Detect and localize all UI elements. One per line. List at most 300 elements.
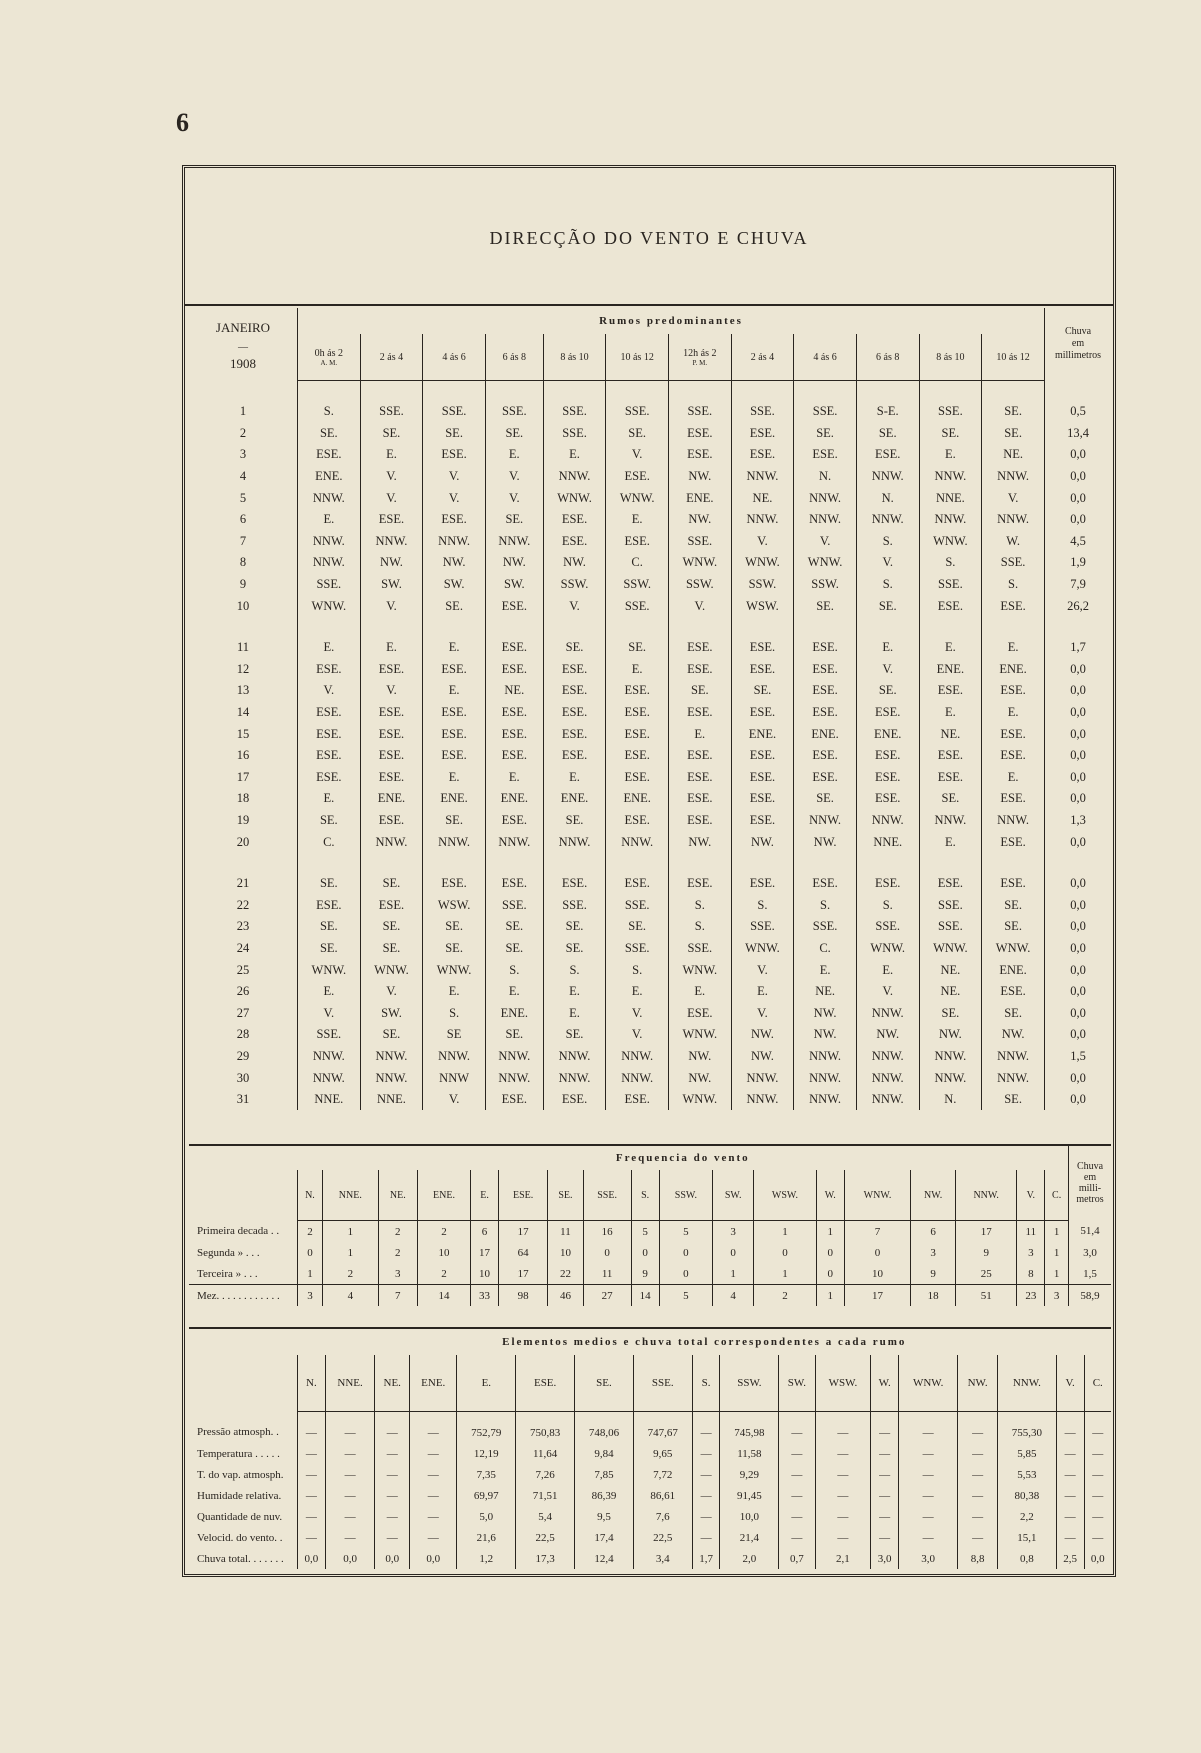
wind-cell: E.: [856, 637, 919, 659]
day-cell: 20: [236, 834, 250, 849]
direction-header: W.: [871, 1355, 899, 1412]
day-cell: 1: [239, 404, 247, 419]
wind-cell: ESE.: [856, 444, 919, 466]
element-cell: —: [871, 1412, 899, 1444]
wind-cell: NW.: [485, 552, 543, 574]
element-cell: 21,4: [720, 1527, 779, 1548]
element-cell: —: [298, 1506, 326, 1527]
frequency-cell: 1: [1045, 1242, 1069, 1263]
wind-cell: ESE.: [731, 767, 794, 789]
wind-cell: ENE.: [731, 723, 794, 745]
wind-cell: ESE.: [360, 745, 423, 767]
frequency-cell: 0: [816, 1242, 844, 1263]
element-cell: 9,84: [575, 1443, 634, 1464]
wind-cell: NNE.: [360, 1089, 423, 1111]
wind-cell: SSW.: [668, 574, 731, 596]
wind-cell: ESE.: [794, 637, 857, 659]
wind-cell: SE.: [606, 423, 669, 445]
wind-cell: NNW.: [298, 1067, 361, 1089]
table-row: [189, 938, 1111, 960]
wind-cell: ESE.: [731, 745, 794, 767]
wind-cell: SE.: [919, 1002, 982, 1024]
wind-cell: SE.: [423, 938, 486, 960]
wind-cell: E.: [668, 723, 731, 745]
wind-cell: ENE.: [606, 788, 669, 810]
element-cell: —: [779, 1464, 815, 1485]
wind-cell: NNW.: [794, 810, 857, 832]
day-cell: 31: [236, 1092, 250, 1107]
element-cell: 0,8: [997, 1548, 1056, 1569]
wind-cell: ESE.: [982, 831, 1045, 853]
direction-header: SE.: [548, 1170, 583, 1221]
wind-cell: ENE.: [298, 466, 361, 488]
wind-cell: ESE.: [982, 723, 1045, 745]
rain-header-line: em: [1071, 338, 1085, 350]
wind-cell: WNW.: [543, 487, 606, 509]
wind-direction-table: [189, 308, 1111, 1110]
interval-header: [668, 334, 731, 381]
element-cell: —: [958, 1443, 998, 1464]
page-number: 6: [176, 108, 189, 137]
wind-cell: E.: [668, 981, 731, 1003]
element-cell: 750,83: [516, 1412, 575, 1444]
interval-label: 8 ás 10: [936, 351, 965, 363]
frequency-cell: 17: [844, 1285, 911, 1307]
wind-cell: E.: [485, 767, 543, 789]
rain-cell: 3,0: [1069, 1242, 1112, 1263]
direction-header: NE.: [375, 1355, 410, 1412]
direction-header: NNE.: [325, 1355, 375, 1412]
element-cell: —: [815, 1506, 871, 1527]
spacer-row: [189, 381, 1111, 402]
element-cell: 80,38: [997, 1485, 1056, 1506]
rain-cell: 1,3: [1045, 810, 1112, 832]
wind-cell: NNE.: [919, 487, 982, 509]
interval-label: 0h ás 2: [314, 347, 343, 359]
wind-cell: ESE.: [543, 873, 606, 895]
wind-cell: ESE.: [794, 702, 857, 724]
frequency-cell: 7: [378, 1285, 417, 1307]
wind-cell: NNW.: [606, 1067, 669, 1089]
wind-cell: ESE.: [543, 531, 606, 553]
frequency-cell: 33: [471, 1285, 499, 1307]
element-cell: —: [298, 1412, 326, 1444]
wind-cell: SE.: [543, 810, 606, 832]
wind-cell: WSW.: [423, 894, 486, 916]
wind-cell: SE.: [982, 894, 1045, 916]
table-row: [189, 702, 1111, 724]
wind-cell: E.: [982, 767, 1045, 789]
direction-header: SW.: [779, 1355, 815, 1412]
rain-cell: 4,5: [1045, 531, 1112, 553]
wind-cell: SSE.: [856, 916, 919, 938]
table-row: [189, 959, 1111, 981]
day-cell: 30: [236, 1070, 250, 1085]
wind-cell: SW.: [485, 574, 543, 596]
wind-cell: ENE.: [856, 723, 919, 745]
frequency-cell: 1: [1045, 1263, 1069, 1285]
wind-cell: ESE.: [919, 595, 982, 617]
element-cell: —: [899, 1443, 958, 1464]
frequency-cell: 64: [498, 1242, 547, 1263]
element-cell: —: [899, 1412, 958, 1444]
wind-cell: ESE.: [856, 873, 919, 895]
element-cell: 21,6: [457, 1527, 516, 1548]
month-header: [189, 308, 298, 381]
interval-label: 6 ás 8: [502, 351, 526, 363]
rain-cell: 0,0: [1045, 938, 1112, 960]
wind-cell: ESE.: [360, 723, 423, 745]
direction-header: ENE.: [417, 1170, 470, 1221]
table-row: [189, 1412, 1111, 1444]
element-cell: —: [815, 1443, 871, 1464]
day-cell: 24: [236, 940, 250, 955]
element-cell: —: [325, 1485, 375, 1506]
row-label: T. do vap. atmosph.: [197, 1468, 284, 1481]
element-cell: 748,06: [575, 1412, 634, 1444]
day-cell: 29: [236, 1048, 250, 1063]
wind-cell: V.: [731, 531, 794, 553]
day-cell: 7: [239, 533, 247, 548]
wind-cell: NE.: [919, 981, 982, 1003]
wind-cell: WNW.: [919, 531, 982, 553]
wind-cell: ESE.: [919, 680, 982, 702]
element-cell: —: [410, 1412, 457, 1444]
wind-cell: ESE.: [606, 1089, 669, 1111]
wind-cell: ENE.: [360, 788, 423, 810]
table-row: [189, 680, 1111, 702]
direction-header: NW.: [911, 1170, 956, 1221]
wind-cell: NNW.: [794, 509, 857, 531]
row-label: Terceira » . . .: [197, 1267, 258, 1280]
wind-cell: SSE.: [668, 531, 731, 553]
wind-cell: SSW.: [731, 574, 794, 596]
table-row: [189, 574, 1111, 596]
wind-cell: ESE.: [360, 702, 423, 724]
element-cell: 3,0: [899, 1548, 958, 1569]
direction-header: SW.: [713, 1170, 754, 1221]
table-row: [189, 509, 1111, 531]
wind-cell: NNW.: [982, 810, 1045, 832]
element-cell: —: [410, 1443, 457, 1464]
wind-cell: E.: [543, 444, 606, 466]
rain-cell: 1,7: [1045, 637, 1112, 659]
wind-cell: ESE.: [543, 702, 606, 724]
wind-cell: NNW.: [423, 831, 486, 853]
wind-cell: ESE.: [606, 531, 669, 553]
interval-header: [606, 334, 669, 381]
rain-cell: 0,0: [1045, 1067, 1112, 1089]
frequency-cell: 23: [1017, 1285, 1045, 1307]
wind-cell: W.: [982, 531, 1045, 553]
direction-header: E.: [471, 1170, 499, 1221]
element-cell: 2,1: [815, 1548, 871, 1569]
element-cell: —: [1056, 1464, 1084, 1485]
wind-cell: SSW.: [794, 574, 857, 596]
wind-cell: ENE.: [485, 1002, 543, 1024]
wind-cell: NNW.: [982, 1067, 1045, 1089]
table-row: [189, 1089, 1111, 1111]
wind-cell: WNW.: [794, 552, 857, 574]
frequency-cell: 9: [631, 1263, 659, 1285]
row-label: Humidade relativa.: [197, 1489, 282, 1502]
element-cell: —: [375, 1506, 410, 1527]
wind-cell: C.: [794, 938, 857, 960]
wind-cell: SE.: [423, 916, 486, 938]
element-cell: —: [325, 1527, 375, 1548]
wind-cell: S-E.: [856, 401, 919, 423]
wind-cell: NE.: [919, 959, 982, 981]
element-cell: 2,5: [1056, 1548, 1084, 1569]
wind-cell: E.: [485, 981, 543, 1003]
wind-cell: ESE.: [668, 637, 731, 659]
wind-cell: SSW.: [606, 574, 669, 596]
wind-cell: SE.: [423, 810, 486, 832]
wind-cell: SSE.: [485, 894, 543, 916]
interval-label: 2 ás 4: [750, 351, 775, 363]
direction-header: WSW.: [754, 1170, 817, 1221]
wind-cell: ESE.: [360, 894, 423, 916]
wind-cell: S.: [543, 959, 606, 981]
wind-cell: SSE.: [423, 401, 486, 423]
wind-cell: ESE.: [919, 767, 982, 789]
wind-cell: ESE.: [423, 509, 486, 531]
element-cell: —: [871, 1464, 899, 1485]
frequency-cell: 10: [417, 1242, 470, 1263]
month-label: JANEIRO: [215, 320, 271, 336]
frequency-cell: 0: [298, 1242, 323, 1263]
wind-cell: V.: [856, 659, 919, 681]
wind-cell: E.: [423, 680, 486, 702]
direction-header: NW.: [958, 1355, 998, 1412]
rain-cell: 0,0: [1045, 444, 1112, 466]
direction-header: NNW.: [997, 1355, 1056, 1412]
frequency-cell: 14: [631, 1285, 659, 1307]
wind-cell: S.: [423, 1002, 486, 1024]
wind-cell: SE.: [856, 680, 919, 702]
wind-cell: SSE.: [543, 423, 606, 445]
wind-cell: ESE.: [423, 723, 486, 745]
wind-cell: S.: [919, 552, 982, 574]
element-cell: —: [871, 1527, 899, 1548]
rain-cell: 0,0: [1045, 831, 1112, 853]
frequency-cell: 10: [844, 1263, 911, 1285]
wind-cell: ENE.: [485, 788, 543, 810]
direction-header: W.: [816, 1170, 844, 1221]
decade-gap: [189, 617, 1111, 637]
wind-cell: NNW.: [982, 466, 1045, 488]
wind-cell: NNW.: [982, 1046, 1045, 1068]
wind-cell: NNW.: [298, 552, 361, 574]
interval-label: 2 ás 4: [379, 351, 404, 363]
direction-header: NNW.: [955, 1170, 1016, 1221]
day-cell: 21: [236, 876, 250, 891]
wind-cell: ESE.: [856, 745, 919, 767]
wind-cell: ENE.: [423, 788, 486, 810]
element-cell: —: [899, 1464, 958, 1485]
wind-cell: SE.: [543, 938, 606, 960]
element-cell: 22,5: [633, 1527, 692, 1548]
frequency-cell: 51: [955, 1285, 1016, 1307]
wind-cell: ESE.: [485, 1089, 543, 1111]
frequency-cell: 5: [659, 1285, 713, 1307]
wind-cell: NE.: [794, 981, 857, 1003]
wind-cell: S.: [856, 574, 919, 596]
wind-cell: ENE.: [982, 659, 1045, 681]
element-cell: —: [692, 1485, 720, 1506]
element-cell: 5,0: [457, 1506, 516, 1527]
element-cell: —: [958, 1412, 998, 1444]
frequency-cell: 6: [471, 1221, 499, 1243]
element-cell: 0,0: [325, 1548, 375, 1569]
day-cell: 17: [236, 769, 250, 784]
wind-cell: SE.: [856, 595, 919, 617]
wind-cell: ESE.: [298, 702, 361, 724]
wind-cell: V.: [360, 595, 423, 617]
wind-cell: ESE.: [298, 659, 361, 681]
wind-cell: ESE.: [298, 767, 361, 789]
wind-cell: WNW.: [668, 552, 731, 574]
wind-cell: S.: [731, 894, 794, 916]
wind-cell: ESE.: [731, 873, 794, 895]
frequency-cell: 2: [417, 1263, 470, 1285]
element-cell: —: [1084, 1464, 1111, 1485]
wind-cell: ESE.: [298, 894, 361, 916]
wind-cell: ESE.: [731, 788, 794, 810]
frequency-cell: 10: [471, 1263, 499, 1285]
wind-cell: NW.: [543, 552, 606, 574]
wind-cell: NNW.: [298, 531, 361, 553]
wind-cell: WNW.: [731, 552, 794, 574]
direction-header: N.: [298, 1355, 326, 1412]
wind-cell: SE.: [298, 916, 361, 938]
element-cell: —: [779, 1443, 815, 1464]
element-cell: —: [375, 1527, 410, 1548]
wind-cell: WNW.: [668, 959, 731, 981]
element-cell: 17,3: [516, 1548, 575, 1569]
wind-cell: E.: [298, 788, 361, 810]
wind-cell: ESE.: [982, 680, 1045, 702]
wind-cell: N.: [794, 466, 857, 488]
element-cell: 747,67: [633, 1412, 692, 1444]
wind-cell: S.: [485, 959, 543, 981]
wind-cell: V.: [423, 1089, 486, 1111]
rain-cell: 1,5: [1069, 1263, 1112, 1285]
wind-cell: ESE.: [919, 873, 982, 895]
wind-cell: E.: [360, 444, 423, 466]
rain-header-line: metros: [1076, 1194, 1104, 1206]
wind-cell: WNW.: [919, 938, 982, 960]
day-cell: 22: [236, 897, 250, 912]
wind-cell: ENE.: [982, 959, 1045, 981]
element-cell: 3,0: [871, 1548, 899, 1569]
direction-header: SSE.: [633, 1355, 692, 1412]
wind-cell: ESE.: [423, 659, 486, 681]
wind-cell: NNW.: [856, 810, 919, 832]
wind-cell: SSE.: [668, 401, 731, 423]
wind-cell: NNE.: [298, 1089, 361, 1111]
element-cell: —: [325, 1464, 375, 1485]
wind-cell: SSE.: [606, 595, 669, 617]
table-row: [189, 1527, 1111, 1548]
wind-cell: NNW.: [485, 1067, 543, 1089]
wind-cell: E.: [485, 444, 543, 466]
wind-cell: ESE.: [485, 637, 543, 659]
wind-cell: NNW.: [919, 509, 982, 531]
wind-cell: ESE.: [794, 745, 857, 767]
direction-header: ESE.: [516, 1355, 575, 1412]
day-cell: 18: [236, 791, 250, 806]
direction-header: E.: [457, 1355, 516, 1412]
table-row: [189, 810, 1111, 832]
wind-cell: V.: [668, 595, 731, 617]
element-cell: 11,58: [720, 1443, 779, 1464]
wind-cell: NW.: [794, 1024, 857, 1046]
table-row: [189, 401, 1111, 423]
wind-cell: V.: [731, 959, 794, 981]
wind-cell: ENE.: [794, 723, 857, 745]
element-cell: 7,26: [516, 1464, 575, 1485]
wind-cell: ESE.: [423, 444, 486, 466]
rain-cell: 26,2: [1045, 595, 1112, 617]
wind-cell: SSE.: [982, 552, 1045, 574]
element-cell: 12,4: [575, 1548, 634, 1569]
wind-cell: NW.: [668, 831, 731, 853]
wind-cell: NW.: [794, 1002, 857, 1024]
interval-header: [423, 334, 486, 381]
wind-cell: NNW.: [794, 1089, 857, 1111]
wind-cell: SE.: [298, 873, 361, 895]
wind-cell: NNW.: [856, 509, 919, 531]
rain-cell: 0,0: [1045, 767, 1112, 789]
frequency-cell: 9: [911, 1263, 956, 1285]
day-cell: 16: [236, 748, 250, 763]
wind-cell: NE.: [731, 487, 794, 509]
wind-cell: NNW: [423, 1067, 486, 1089]
wind-cell: V.: [360, 981, 423, 1003]
wind-cell: WNW.: [360, 959, 423, 981]
wind-cell: NNW.: [856, 1067, 919, 1089]
interval-header: [360, 334, 423, 381]
frequency-cell: 2: [378, 1221, 417, 1243]
element-cell: 7,72: [633, 1464, 692, 1485]
wind-cell: WNW.: [982, 938, 1045, 960]
table-row: [189, 1002, 1111, 1024]
wind-cell: ESE.: [485, 723, 543, 745]
rain-cell: 13,4: [1045, 423, 1112, 445]
wind-cell: E.: [919, 637, 982, 659]
element-cell: 15,1: [997, 1527, 1056, 1548]
wind-cell: ESE.: [485, 810, 543, 832]
wind-cell: NE.: [919, 723, 982, 745]
interval-period: A. M.: [320, 358, 338, 367]
wind-cell: NNW.: [360, 831, 423, 853]
wind-cell: N.: [856, 487, 919, 509]
wind-cell: NE.: [982, 444, 1045, 466]
frequency-cell: 0: [816, 1263, 844, 1285]
wind-cell: SSE.: [360, 401, 423, 423]
element-cell: —: [1084, 1412, 1111, 1444]
wind-cell: WNW.: [298, 595, 361, 617]
wind-cell: ESE.: [423, 702, 486, 724]
wind-cell: SE.: [360, 423, 423, 445]
table-row: [189, 1506, 1111, 1527]
wind-cell: NNW.: [298, 1046, 361, 1068]
frequency-cell: 2: [754, 1285, 817, 1307]
wind-cell: S.: [298, 401, 361, 423]
wind-cell: NNW.: [543, 1067, 606, 1089]
table-row: [189, 873, 1111, 895]
